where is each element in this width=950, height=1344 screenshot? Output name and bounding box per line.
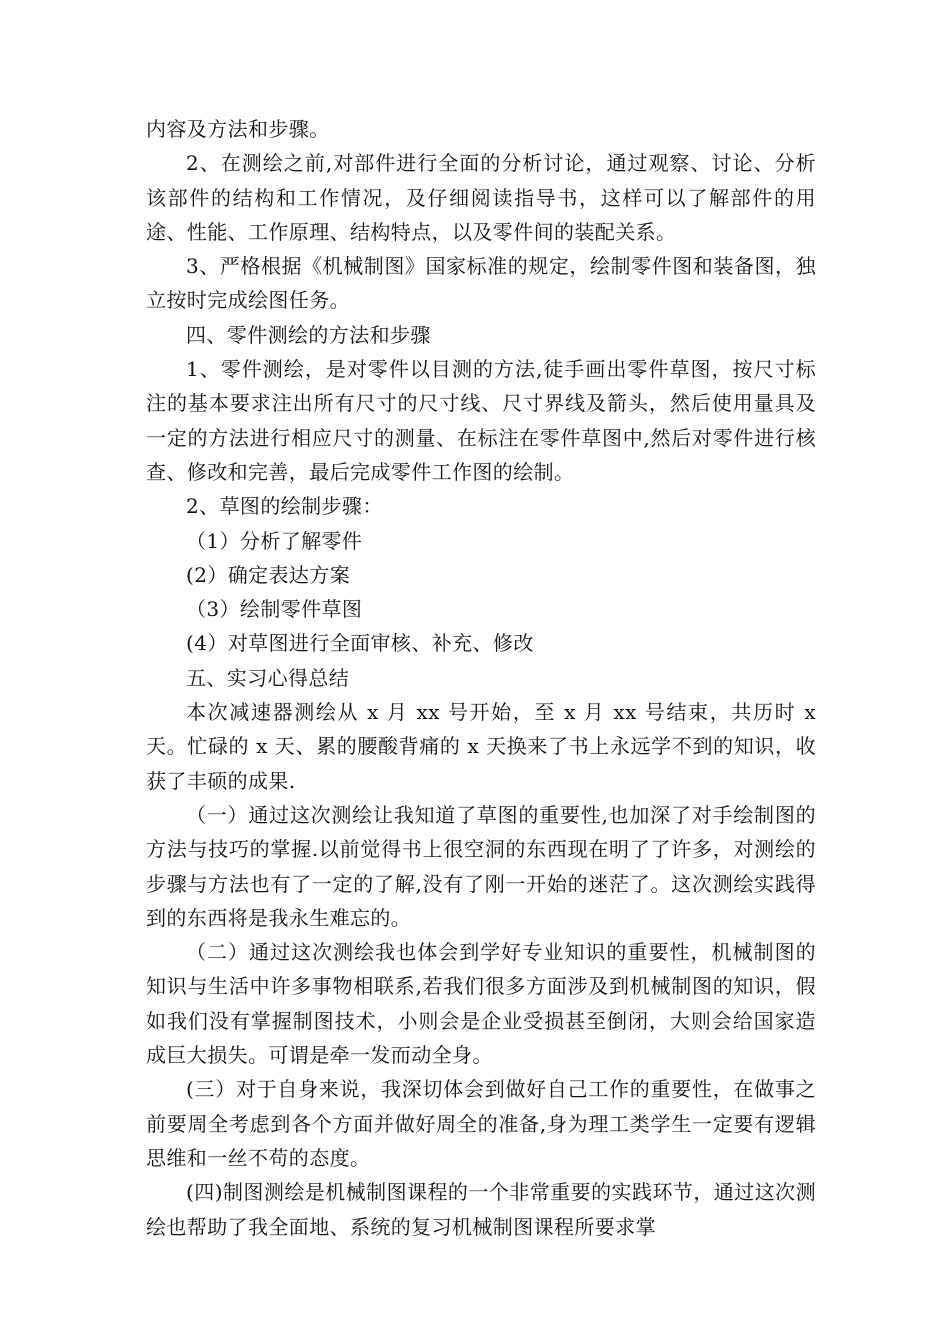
paragraph-14: （二）通过这次测绘我也体会到学好专业知识的重要性，机械制图的知识与生活中许多事物相联系,若我们很多方面涉及到机械制图的知识，假如我们没有掌握制图技术，小则会是企业受损甚至倒闭，大则会给国家造成巨大损失。可谓是牵一发而动全身。 (146, 940, 816, 1068)
paragraph-3: 3、严格根据《机械制图》国家标准的规定，绘制零件图和装备图，独立按时完成绘图任务。 (146, 254, 816, 313)
paragraph-16: (四)制图测绘是机械制图课程的一个非常重要的实践环节，通过这次测绘也帮助了我全面地、系统的复习机械制图课程所要求掌 (146, 1180, 816, 1239)
list-item-2: (2）确定表达方案 (186, 562, 351, 587)
document-body (146, 112, 816, 1244)
paragraph-13: （一）通过这次测绘让我知道了草图的重要性,也加深了对手绘制图的方法与技巧的掌握.以前觉得书上很空洞的东西现在明了了许多，对测绘的步骤与方法也有了一定的了解,没有了刚一开始的迷茫了。这次测绘实践得到的东西将是我永生难忘的。 (146, 802, 816, 930)
paragraph-6: 2、草图的绘制步骤： (186, 494, 383, 519)
paragraph-2: 2、在测绘之前,对部件进行全面的分析讨论，通过观察、讨论、分析该部件的结构和工作情况，及仔细阅读指导书，这样可以了解部件的用途、性能、工作原理、结构特点，以及零件间的装配关系。 (146, 151, 816, 244)
paragraph-12: 本次减速器测绘从 x 月 xx 号开始，至 x 月 xx 号结束，共历时 x 天。忙碌的 x 天、累的腰酸背痛的 x 天换来了书上永远学不到的知识，收获了丰硕的成果. (146, 700, 816, 793)
paragraph-15: (三）对于自身来说，我深切体会到做好自己工作的重要性，在做事之前要周全考虑到各个方面并做好周全的准备,身为理工类学生一定要有逻辑思维和一丝不苟的态度。 (146, 1077, 816, 1170)
section-heading-4: 四、零件测绘的方法和步骤 (186, 322, 431, 347)
paragraph-5: 1、零件测绘，是对零件以目测的方法,徒手画出零件草图，按尺寸标注的基本要求注出所有尺寸的尺寸线、尺寸界线及箭头，然后使用量具及一定的方法进行相应尺寸的测量、在标注在零件草图中,然后对零件进行核查、修改和完善，最后完成零件工作图的绘制。 (146, 357, 816, 484)
list-item-3: （3）绘制零件草图 (186, 597, 363, 622)
paragraph-1: 内容及方法和步骤。 (146, 117, 330, 141)
list-item-1: （1）分析了解零件 (186, 528, 363, 553)
list-item-4: (4）对草图进行全面审核、补充、修改 (186, 631, 534, 656)
section-heading-5: 五、实习心得总结 (186, 665, 350, 690)
